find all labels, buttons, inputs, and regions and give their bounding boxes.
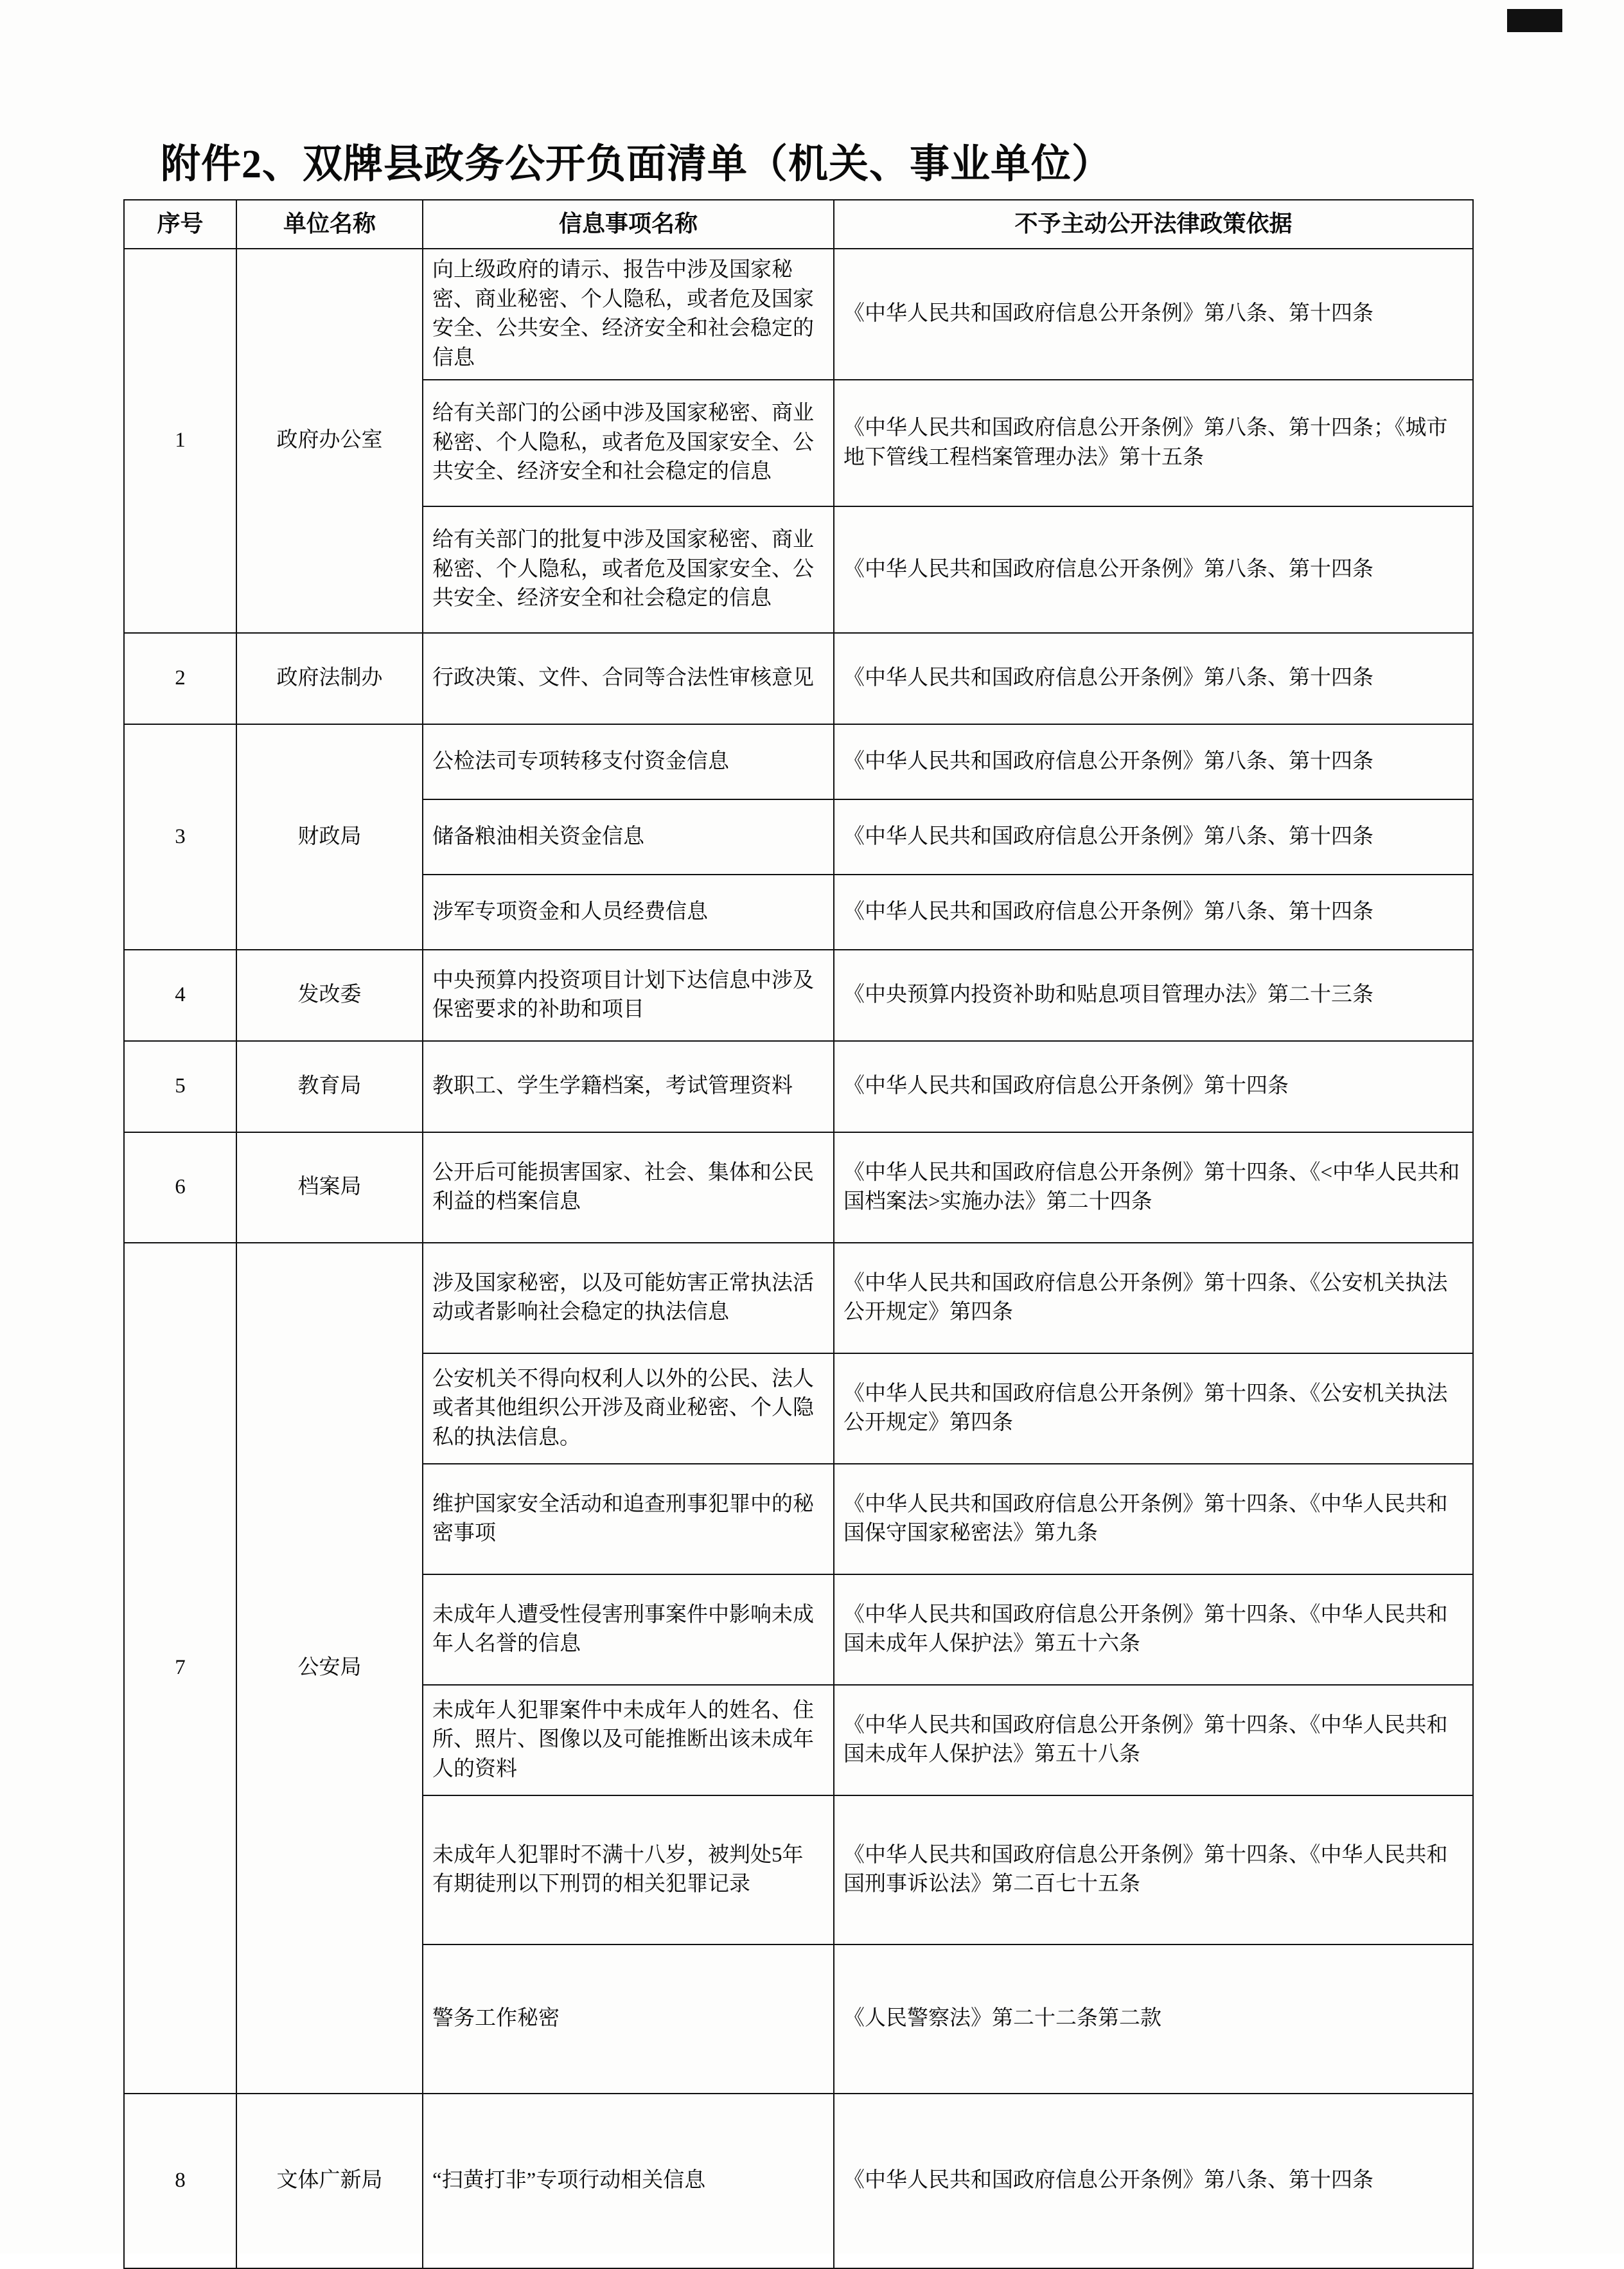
cell-no: 4 [124,950,236,1041]
cell-basis: 《中华人民共和国政府信息公开条例》第十四条、《中华人民共和国刑事诉讼法》第二百七十五条 [834,1795,1473,1944]
cell-basis: 《中华人民共和国政府信息公开条例》第八条、第十四条；《城市地下管线工程档案管理办法》第十五条 [834,380,1473,506]
cell-unit: 政府法制办 [236,633,423,724]
cell-basis: 《中华人民共和国政府信息公开条例》第十四条、《中华人民共和国未成年人保护法》第五十八条 [834,1685,1473,1795]
cell-basis: 《中华人民共和国政府信息公开条例》第十四条、《公安机关执法公开规定》第四条 [834,1243,1473,1353]
table-header-row [124,200,1473,249]
cell-basis: 《中华人民共和国政府信息公开条例》第十四条、《<中华人民共和国档案法>实施办法》第二十四条 [834,1132,1473,1243]
table-row [124,724,1473,799]
cell-no: 1 [124,249,236,633]
cell-basis: 《中华人民共和国政府信息公开条例》第八条、第十四条 [834,724,1473,799]
cell-basis: 《中华人民共和国政府信息公开条例》第八条、第十四条 [834,799,1473,875]
cell-item: 未成年人犯罪时不满十八岁，被判处5年有期徒刑以下刑罚的相关犯罪记录 [423,1795,834,1944]
table-row [124,1041,1473,1132]
column-header-basis: 不予主动公开法律政策依据 [834,200,1473,249]
cell-basis: 《中央预算内投资补助和贴息项目管理办法》第二十三条 [834,950,1473,1041]
cell-item: 涉军专项资金和人员经费信息 [423,875,834,950]
cell-basis: 《中华人民共和国政府信息公开条例》第八条、第十四条 [834,633,1473,724]
cell-item: 中央预算内投资项目计划下达信息中涉及保密要求的补助和项目 [423,950,834,1041]
table-row [124,1132,1473,1243]
table-row [124,2094,1473,2268]
cell-item: 向上级政府的请示、报告中涉及国家秘密、商业秘密、个人隐私，或者危及国家安全、公共安全、经济安全和社会稳定的信息 [423,249,834,380]
cell-no: 6 [124,1132,236,1243]
column-header-item: 信息事项名称 [423,200,834,249]
cell-unit: 档案局 [236,1132,423,1243]
cell-unit: 发改委 [236,950,423,1041]
table-row [124,1243,1473,1353]
cell-no: 3 [124,724,236,950]
cell-no: 8 [124,2094,236,2268]
cell-item: 警务工作秘密 [423,1944,834,2094]
cell-basis: 《中华人民共和国政府信息公开条例》第十四条、《中华人民共和国未成年人保护法》第五十六条 [834,1574,1473,1685]
cell-item: 给有关部门的公函中涉及国家秘密、商业秘密、个人隐私，或者危及国家安全、公共安全、经济安全和社会稳定的信息 [423,380,834,506]
cell-item: 教职工、学生学籍档案，考试管理资料 [423,1041,834,1132]
cell-item: 公开后可能损害国家、社会、集体和公民利益的档案信息 [423,1132,834,1243]
cell-unit: 财政局 [236,724,423,950]
cell-unit: 公安局 [236,1243,423,2094]
cell-item: 涉及国家秘密，以及可能妨害正常执法活动或者影响社会稳定的执法信息 [423,1243,834,1353]
column-header-no: 序号 [124,200,236,249]
cell-item: 储备粮油相关资金信息 [423,799,834,875]
page-title: 附件2、双牌县政务公开负面清单（机关、事业单位） [161,143,1113,186]
negative-list-table [123,199,1474,2269]
cell-basis: 《中华人民共和国政府信息公开条例》第八条、第十四条 [834,506,1473,633]
table-row [124,249,1473,380]
corner-mark [1507,9,1562,32]
cell-item: 行政决策、文件、合同等合法性审核意见 [423,633,834,724]
cell-basis: 《中华人民共和国政府信息公开条例》第十四条、《公安机关执法公开规定》第四条 [834,1353,1473,1464]
cell-unit: 文体广新局 [236,2094,423,2268]
cell-basis: 《中华人民共和国政府信息公开条例》第八条、第十四条 [834,2094,1473,2268]
table-row [124,950,1473,1041]
cell-unit: 政府办公室 [236,249,423,633]
cell-basis: 《中华人民共和国政府信息公开条例》第十四条 [834,1041,1473,1132]
cell-basis: 《人民警察法》第二十二条第二款 [834,1944,1473,2094]
cell-unit: 教育局 [236,1041,423,1132]
cell-item: “扫黄打非”专项行动相关信息 [423,2094,834,2268]
column-header-unit: 单位名称 [236,200,423,249]
table-row [124,633,1473,724]
cell-basis: 《中华人民共和国政府信息公开条例》第八条、第十四条 [834,249,1473,380]
cell-item: 未成年人遭受性侵害刑事案件中影响未成年人名誉的信息 [423,1574,834,1685]
cell-no: 5 [124,1041,236,1132]
cell-item: 给有关部门的批复中涉及国家秘密、商业秘密、个人隐私，或者危及国家安全、公共安全、经济安全和社会稳定的信息 [423,506,834,633]
cell-item: 维护国家安全活动和追查刑事犯罪中的秘密事项 [423,1464,834,1574]
cell-item: 未成年人犯罪案件中未成年人的姓名、住所、照片、图像以及可能推断出该未成年人的资料 [423,1685,834,1795]
cell-item: 公安机关不得向权利人以外的公民、法人或者其他组织公开涉及商业秘密、个人隐私的执法信息。 [423,1353,834,1464]
cell-basis: 《中华人民共和国政府信息公开条例》第十四条、《中华人民共和国保守国家秘密法》第九条 [834,1464,1473,1574]
cell-basis: 《中华人民共和国政府信息公开条例》第八条、第十四条 [834,875,1473,950]
cell-no: 2 [124,633,236,724]
cell-item: 公检法司专项转移支付资金信息 [423,724,834,799]
cell-no: 7 [124,1243,236,2094]
